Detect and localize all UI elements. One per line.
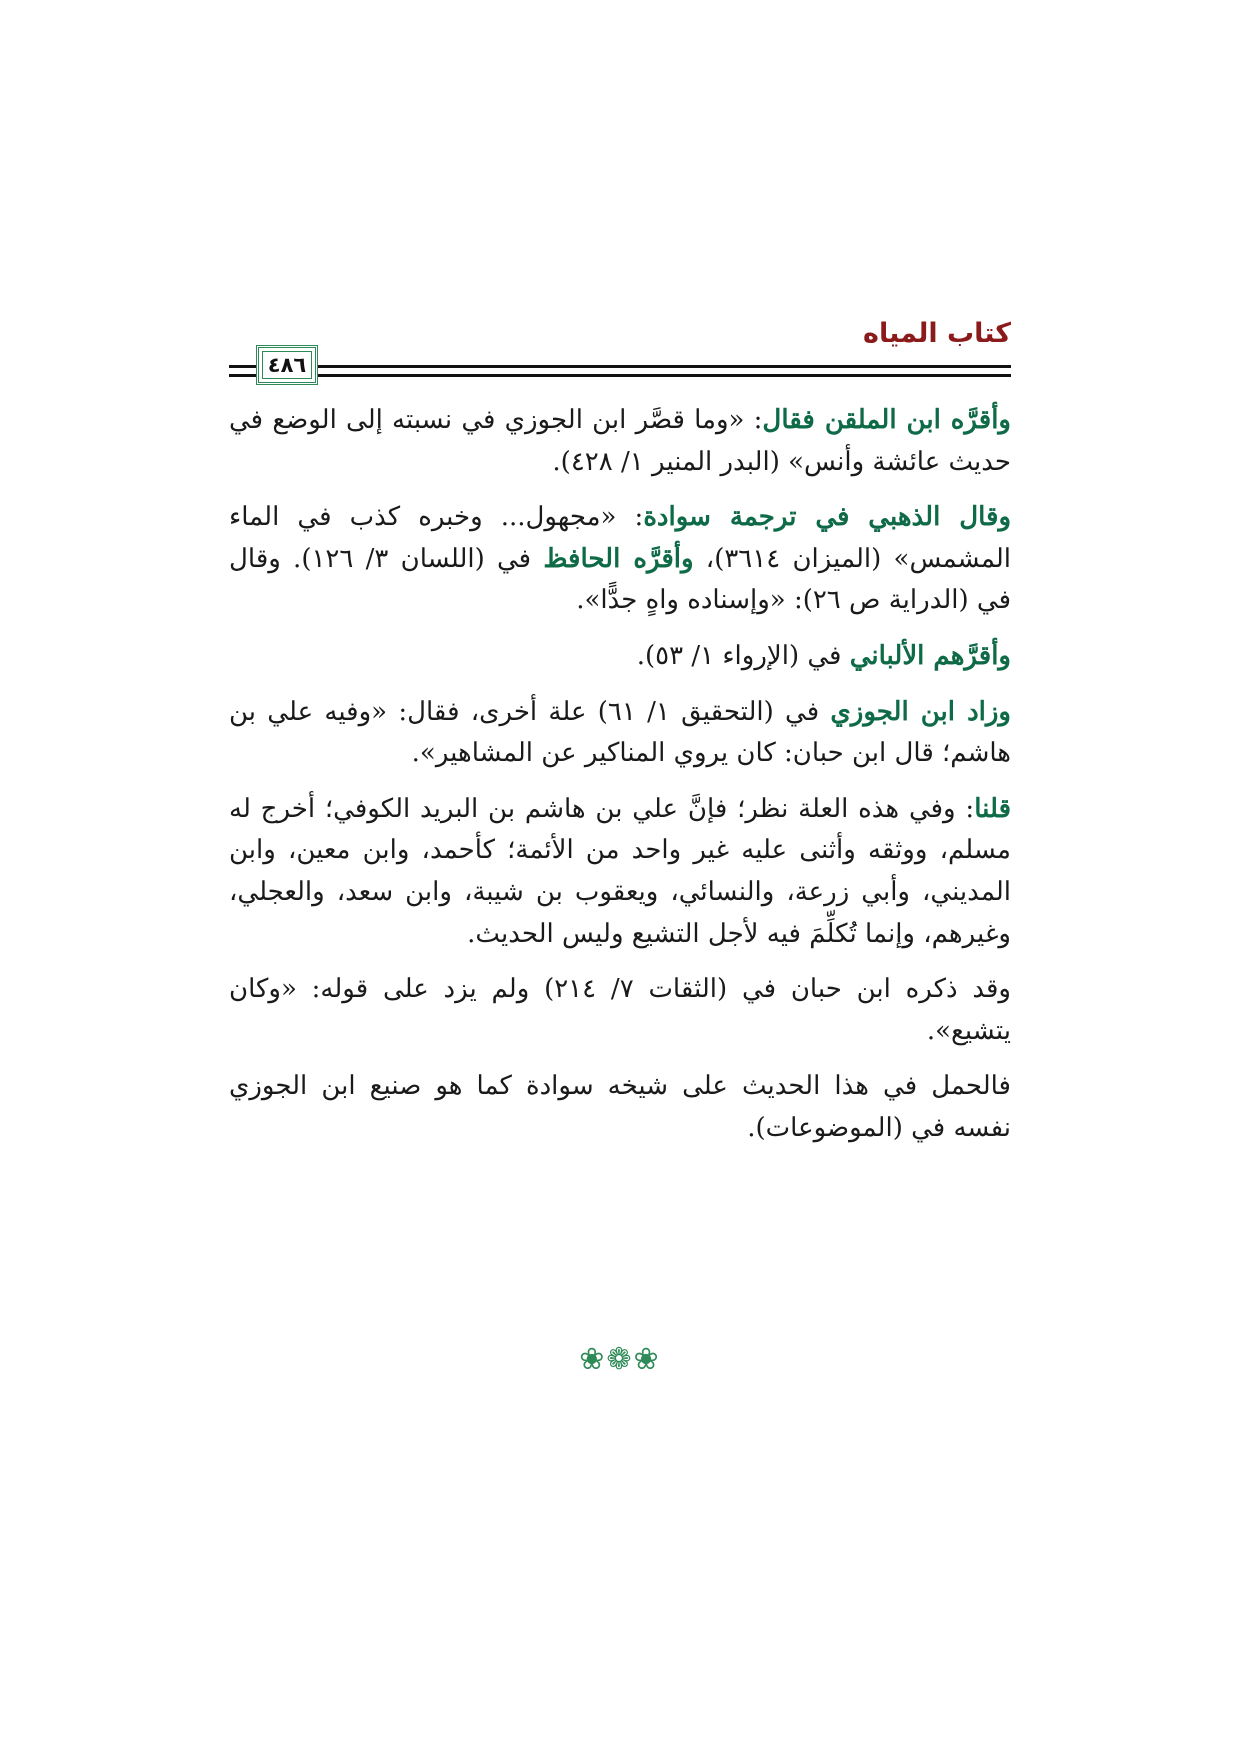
paragraph-5	[229, 789, 1011, 955]
paragraph-text: في (التحقيق ١/ ٦١) علة أخرى، فقال: «وفيه علي بن هاشم؛ قال ابن حبان: كان يروي المناكير عن المشاهير».	[229, 696, 1011, 769]
book-title: كتاب المياه	[863, 318, 1011, 349]
paragraph-text: : «وما قصَّر ابن الجوزي في نسبته إلى الوضع في حديث عائشة وأنس» (البدر المنير ١/ ٤٢٨).	[229, 405, 1011, 477]
paragraph-text: في (اللسان ٣/ ١٢٦). وقال في (الدراية ص ٢٦): «وإسناده واهٍ جدًّا».	[229, 543, 1011, 616]
paragraph-text: : «مجهول... وخبره كذب في الماء المشمس» (الميزان ٣٦١٤)،	[229, 502, 1012, 574]
keyword: وقال الذهبي في ترجمة سوادة	[643, 502, 1012, 533]
main-text	[229, 400, 1011, 1164]
paragraph-6	[229, 969, 1011, 1052]
keyword: وأقرَّهم الألباني	[849, 640, 1011, 671]
page-header	[229, 318, 1011, 388]
paragraph-text: : وفي هذه العلة نظر؛ فإنَّ علي بن هاشم بن البريد الكوفي؛ أخرج له مسلم، ووثقه وأثنى عليه غير واحد من الأئمة؛ كأحمد، وابن معين، وابن المديني، وأبي زرعة، والنسائي، ويعقوب بن شيبة، وابن سعد، والعجلي، وغيرهم، وإنما تُكلِّمَ فيه لأجل التشيع وليس الحديث.	[229, 793, 1011, 949]
paragraph-3	[229, 636, 1011, 678]
paragraph-1	[229, 400, 1011, 483]
paragraph-text: في (الإرواء ١/ ٥٣).	[636, 640, 850, 671]
header-rule-bottom	[229, 374, 1011, 377]
keyword: وأقرَّه الحافظ	[543, 543, 694, 574]
keyword: وزاد ابن الجوزي	[830, 696, 1011, 727]
page-number-box	[256, 345, 318, 385]
paragraph-text: وقد ذكره ابن حبان في (الثقات ٧/ ٢١٤) ولم يزد على قوله: «وكان يتشيع».	[229, 974, 1011, 1046]
paragraph-2	[229, 497, 1011, 622]
end-ornament-icon: ❀❁❀	[579, 1342, 661, 1377]
header-rule-top	[229, 365, 1011, 368]
paragraph-text: فالحمل في هذا الحديث على شيخه سوادة كما هو صنيع ابن الجوزي نفسه في (الموضوعات).	[229, 1071, 1011, 1143]
keyword: وأقرَّه ابن الملقن فقال	[762, 405, 1011, 435]
keyword: قلنا	[974, 793, 1011, 824]
page-number: ٤٨٦	[267, 353, 307, 377]
paragraph-7	[229, 1066, 1011, 1149]
paragraph-4	[229, 692, 1011, 775]
